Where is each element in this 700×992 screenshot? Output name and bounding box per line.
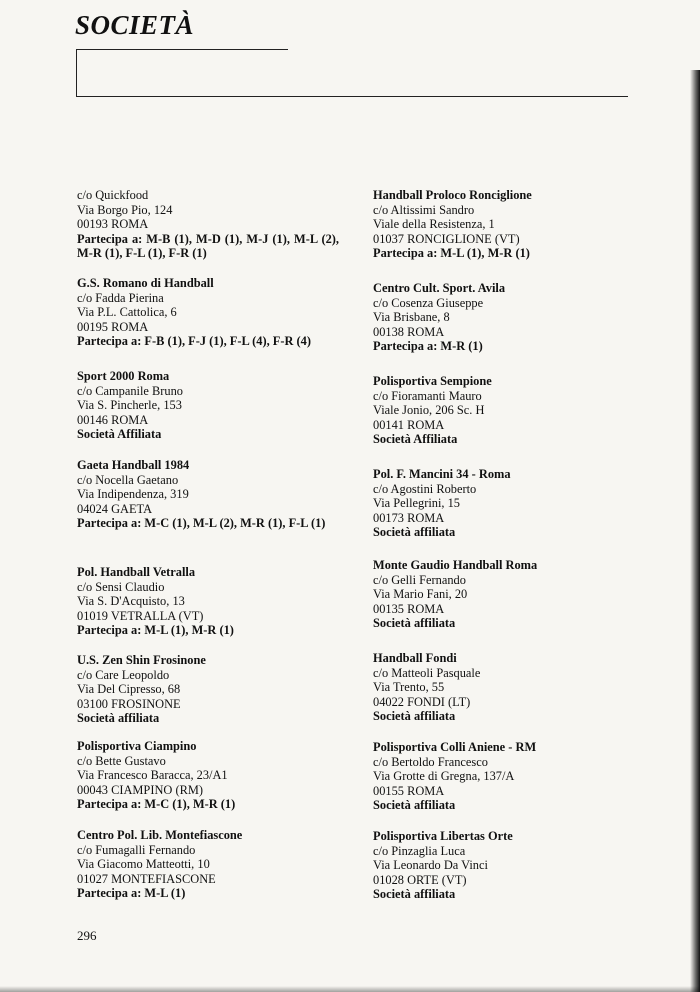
city-line: 00195 ROMA — [77, 319, 149, 334]
club-name: Gaeta Handball 1984 — [77, 458, 190, 472]
club-entry — [77, 276, 311, 349]
club-name: G.S. Romano di Handball — [77, 276, 214, 290]
club-note: Partecipa a: M-L (1), M-R (1) — [373, 246, 530, 261]
club-name: Polisportiva Sempione — [373, 374, 492, 388]
city-line: 01037 RONCIGLIONE (VT) — [373, 231, 520, 246]
club-note: Partecipa a: M-C (1), M-R (1) — [77, 797, 236, 812]
club-note: Società Affiliata — [373, 432, 458, 447]
address-line: Via Brisbane, 8 — [373, 310, 450, 325]
club-note: Partecipa a: M-C (1), M-L (2), M-R (1), F-L (1) — [77, 516, 326, 531]
city-line: 04022 FONDI (LT) — [373, 694, 471, 709]
contact-line: c/o Nocella Gaetano — [77, 472, 179, 487]
club-name: Monte Gaudio Handball Roma — [373, 558, 538, 572]
page-edge-shadow — [690, 70, 700, 992]
address-line: Viale Jonio, 206 Sc. H — [373, 403, 485, 418]
contact-line: c/o Bette Gustavo — [77, 753, 166, 768]
club-entry — [373, 651, 480, 724]
city-line: 00193 ROMA — [77, 217, 149, 232]
city-line: 00043 CIAMPINO (RM) — [77, 782, 203, 797]
city-line: 01019 VETRALLA (VT) — [77, 608, 204, 623]
address-line: Via Pellegrini, 15 — [373, 496, 461, 511]
address-line: Via Mario Fani, 20 — [373, 587, 468, 602]
club-note: Società affiliata — [373, 887, 456, 902]
club-name: Polisportiva Colli Aniene - RM — [373, 740, 537, 754]
city-line: 00173 ROMA — [373, 510, 445, 525]
club-note: Società affiliata — [373, 709, 456, 724]
address-line: Via Grotte di Gregna, 137/A — [373, 769, 515, 784]
club-name: Handball Fondi — [373, 651, 457, 665]
club-entry — [373, 281, 505, 354]
city-line: 00155 ROMA — [373, 783, 445, 798]
city-line: 04024 GAETA — [77, 501, 153, 516]
club-name: Centro Cult. Sport. Avila — [373, 281, 506, 295]
page-number: 296 — [77, 928, 97, 943]
club-note: Società Affiliata — [77, 427, 162, 442]
city-line: 00135 ROMA — [373, 601, 445, 616]
city-line: 01028 ORTE (VT) — [373, 872, 467, 887]
address-line: Via Leonardo Da Vinci — [373, 858, 488, 873]
contact-line: c/o Fioramanti Mauro — [373, 388, 482, 403]
club-entry — [77, 739, 235, 812]
page-title: SOCIETÀ — [75, 10, 195, 40]
contact-line: c/o Gelli Fernando — [373, 572, 466, 587]
club-name: U.S. Zen Shin Frosinone — [77, 653, 206, 667]
contact-line: c/o Matteoli Pasquale — [373, 665, 481, 680]
club-note: Società affiliata — [77, 711, 160, 726]
club-entry — [373, 467, 511, 540]
club-entry — [77, 188, 339, 261]
club-note: Partecipa a: F-B (1), F-J (1), F-L (4), F-R (4) — [77, 334, 311, 349]
contact-line: c/o Altissimi Sandro — [373, 202, 475, 217]
club-note: Partecipa a: M-L (1), M-R (1) — [77, 623, 234, 638]
address-line: Via P.L. Cattolica, 6 — [77, 305, 177, 320]
address-line: Via Borgo Pio, 124 — [77, 202, 173, 217]
club-entry — [77, 653, 206, 726]
page-bottom-shadow — [0, 986, 700, 992]
contact-line: c/o Bertoldo Francesco — [373, 754, 488, 769]
club-entry — [373, 558, 537, 631]
contact-line: c/o Care Leopoldo — [77, 667, 170, 682]
contact-line: c/o Fumagalli Fernando — [77, 842, 196, 857]
club-entry — [373, 188, 532, 261]
city-line: 00138 ROMA — [373, 324, 445, 339]
contact-line: c/o Agostini Roberto — [373, 481, 477, 496]
address-line: Via Francesco Baracca, 23/A1 — [77, 768, 228, 783]
header-rule-top — [76, 49, 288, 50]
club-entry — [77, 458, 339, 531]
club-name: Centro Pol. Lib. Montefiascone — [77, 828, 243, 842]
contact-line: c/o Cosenza Giuseppe — [373, 295, 484, 310]
club-name: Polisportiva Ciampino — [77, 739, 197, 753]
city-line: 03100 FROSINONE — [77, 696, 181, 711]
city-line: 00146 ROMA — [77, 412, 149, 427]
club-entry — [77, 565, 234, 638]
club-name: Handball Proloco Ronciglione — [373, 188, 532, 202]
address-line: Via Giacomo Matteotti, 10 — [77, 857, 210, 872]
club-note: Società affiliata — [373, 616, 456, 631]
club-name: Pol. Handball Vetralla — [77, 565, 196, 579]
address-line: Via S. D'Acquisto, 13 — [77, 594, 185, 609]
club-entry — [373, 740, 536, 813]
contact-line: c/o Fadda Pierina — [77, 290, 164, 305]
club-entry — [373, 829, 513, 902]
contact-line: c/o Quickfood — [77, 188, 149, 202]
city-line: 01027 MONTEFIASCONE — [77, 871, 216, 886]
club-entry — [77, 369, 183, 442]
address-line: Viale della Resistenza, 1 — [373, 217, 495, 232]
contact-line: c/o Campanile Bruno — [77, 383, 183, 398]
address-line: Via S. Pincherle, 153 — [77, 398, 182, 413]
club-note: Partecipa a: M-R (1) — [373, 339, 483, 354]
club-name: Polisportiva Libertas Orte — [373, 829, 513, 843]
header-rule-left — [76, 49, 77, 97]
address-line: Via Del Cipresso, 68 — [77, 682, 181, 697]
club-entry — [373, 374, 492, 447]
contact-line: c/o Pinzaglia Luca — [373, 843, 466, 858]
club-note: Società affiliata — [373, 798, 456, 813]
club-note: Società affiliata — [373, 525, 456, 540]
contact-line: c/o Sensi Claudio — [77, 579, 165, 594]
address-line: Via Trento, 55 — [373, 680, 445, 695]
city-line: 00141 ROMA — [373, 417, 445, 432]
club-note: Partecipa a: M-L (1) — [77, 886, 186, 901]
club-note: Partecipa a: M-B (1), M-D (1), M-J (1), M-L (2), M-R (1), F-L (1), F-R (1) — [77, 231, 339, 261]
club-name: Sport 2000 Roma — [77, 369, 170, 383]
club-entry — [77, 828, 242, 901]
address-line: Via Indipendenza, 319 — [77, 487, 189, 502]
header-rule-bottom — [76, 96, 628, 97]
club-name: Pol. F. Mancini 34 - Roma — [373, 467, 511, 481]
